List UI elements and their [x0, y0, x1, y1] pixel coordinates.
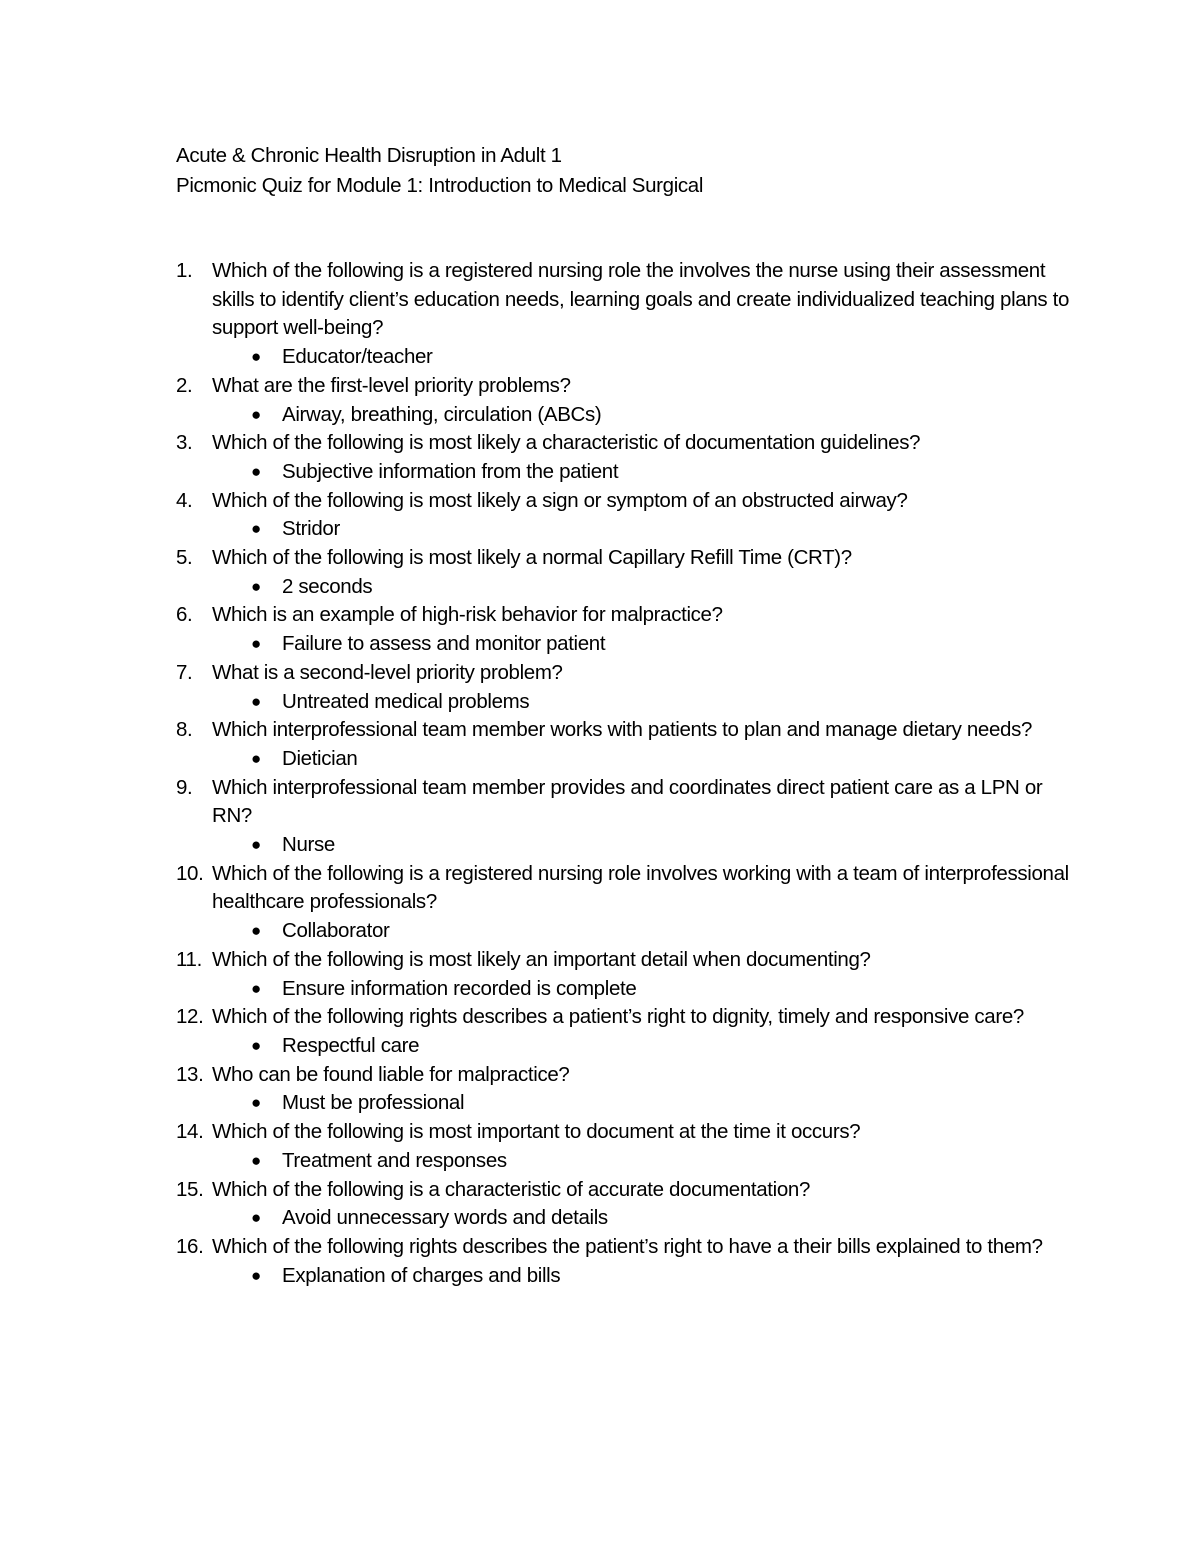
bullet-icon: ● — [251, 519, 261, 539]
bullet-icon: ● — [251, 1093, 261, 1113]
bullet-icon: ● — [251, 835, 261, 855]
question-number: 16. — [176, 1234, 204, 1258]
question-text: Which is an example of high-risk behavior for malpractice? — [212, 603, 723, 627]
question-item — [176, 487, 1076, 544]
question-item — [176, 372, 1076, 429]
answer-text: Untreated medical problems — [282, 689, 530, 713]
bullet-icon: ● — [251, 921, 261, 941]
answer-text: Respectful care — [282, 1033, 420, 1057]
question-number: 13. — [176, 1062, 204, 1086]
answer-text: Must be professional — [282, 1091, 465, 1115]
question-number: 14. — [176, 1120, 204, 1144]
answer-text: Collaborator — [282, 919, 390, 943]
question-text: Which of the following is most important to document at the time it occurs? — [212, 1120, 861, 1144]
bullet-icon: ● — [251, 1150, 261, 1170]
answer-item — [176, 1032, 1076, 1061]
question-number: 11. — [176, 947, 202, 971]
question-item — [176, 429, 1076, 486]
answer-text: Avoid unnecessary words and details — [282, 1206, 608, 1230]
bullet-icon: ● — [251, 691, 261, 711]
answer-text: Treatment and responses — [282, 1148, 507, 1172]
question-text: Which of the following is a characteristic of accurate documentation? — [212, 1177, 810, 1201]
question-text: Which of the following is most likely a characteristic of documentation guidelines? — [212, 431, 921, 455]
bullet-icon: ● — [251, 634, 261, 654]
question-number: 8. — [176, 718, 193, 742]
answer-item — [176, 1262, 1076, 1291]
answer-item — [176, 458, 1076, 487]
question-number: 6. — [176, 603, 193, 627]
answer-text: Nurse — [282, 833, 335, 857]
answer-item — [176, 975, 1076, 1004]
question-number: 5. — [176, 546, 193, 570]
question-number: 7. — [176, 660, 193, 684]
bullet-icon: ● — [251, 461, 261, 481]
question-text: Which of the following is most likely an important detail when documenting? — [212, 947, 871, 971]
question-text: Which of the following rights describes a patient’s right to dignity, timely and responsive care? — [212, 1005, 1024, 1029]
question-item — [176, 946, 1076, 1003]
question-number: 10. — [176, 861, 204, 885]
bullet-icon: ● — [251, 978, 261, 998]
answer-item — [176, 1204, 1076, 1233]
bullet-icon: ● — [251, 347, 261, 367]
answer-item — [176, 1147, 1076, 1176]
question-item — [176, 774, 1076, 860]
bullet-icon: ● — [251, 1035, 261, 1055]
answer-text: Airway, breathing, circulation (ABCs) — [282, 402, 602, 426]
answer-text: Dietician — [282, 746, 358, 770]
answer-item — [176, 630, 1076, 659]
answer-item — [176, 401, 1076, 430]
question-number: 2. — [176, 373, 193, 397]
bullet-icon: ● — [251, 576, 261, 596]
question-number: 15. — [176, 1177, 204, 1201]
quiz-title: Picmonic Quiz for Module 1: Introduction to Medical Surgical — [176, 174, 704, 197]
question-item — [176, 1061, 1076, 1118]
answer-text: Explanation of charges and bills — [282, 1263, 561, 1287]
answer-item — [176, 343, 1076, 372]
question-text: Who can be found liable for malpractice? — [212, 1062, 570, 1086]
answer-item — [176, 917, 1076, 946]
bullet-icon: ● — [251, 1265, 261, 1285]
question-number: 4. — [176, 488, 193, 512]
question-text: Which of the following is a registered nursing role involves working with a team of interprofessional healthcare professionals? — [212, 861, 1069, 914]
bullet-icon: ● — [251, 748, 261, 768]
answer-text: Ensure information recorded is complete — [282, 976, 637, 1000]
answer-text: Stridor — [282, 517, 340, 541]
question-text: Which interprofessional team member provides and coordinates direct patient care as a LPN or RN? — [212, 775, 1043, 828]
answer-text: Educator/teacher — [282, 345, 433, 369]
question-number: 9. — [176, 775, 193, 799]
question-number: 1. — [176, 259, 193, 282]
answer-item — [176, 745, 1076, 774]
answer-item — [176, 515, 1076, 544]
answer-text: Failure to assess and monitor patient — [282, 632, 606, 656]
question-item — [176, 1003, 1076, 1060]
question-number: 3. — [176, 431, 193, 455]
bullet-icon: ● — [251, 404, 261, 424]
question-text: Which of the following is a registered nursing role the involves the nurse using their assessment skills to identify client’s education needs, learning goals and create individualized teaching plans to support well-being? — [212, 259, 1070, 340]
answer-item — [176, 831, 1076, 860]
question-item — [176, 601, 1076, 658]
question-item — [176, 1176, 1076, 1233]
question-item — [176, 257, 1076, 372]
question-item — [176, 659, 1076, 716]
question-item — [176, 860, 1076, 946]
question-item — [176, 544, 1076, 601]
question-item — [176, 1233, 1076, 1290]
answer-item — [176, 1089, 1076, 1118]
question-list — [176, 257, 1076, 1290]
course-title: Acute & Chronic Health Disruption in Adult 1 — [176, 144, 562, 167]
question-text: What are the first-level priority problems? — [212, 373, 571, 397]
bullet-icon: ● — [251, 1208, 261, 1228]
question-text: Which of the following is most likely a normal Capillary Refill Time (CRT)? — [212, 546, 852, 570]
document-header — [176, 141, 703, 201]
question-number: 12. — [176, 1005, 204, 1029]
question-text: Which of the following is most likely a sign or symptom of an obstructed airway? — [212, 488, 908, 512]
question-item — [176, 716, 1076, 773]
answer-item — [176, 688, 1076, 717]
question-text: What is a second-level priority problem? — [212, 660, 563, 684]
question-item — [176, 1118, 1076, 1175]
answer-item — [176, 573, 1076, 602]
question-text: Which interprofessional team member works with patients to plan and manage dietary needs? — [212, 718, 1033, 742]
answer-text: Subjective information from the patient — [282, 459, 619, 483]
answer-text: 2 seconds — [282, 574, 373, 598]
question-text: Which of the following rights describes the patient’s right to have a their bills explained to them? — [212, 1234, 1043, 1258]
